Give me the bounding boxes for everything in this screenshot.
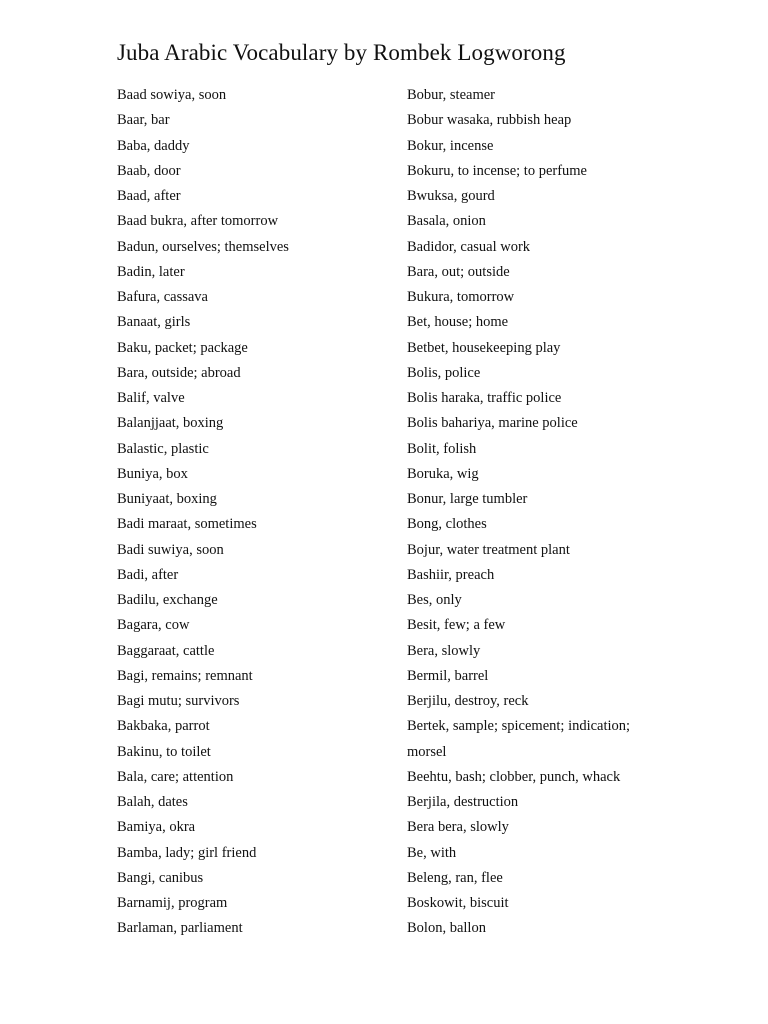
vocabulary-entry: Barnamij, program — [117, 895, 228, 911]
vocabulary-entry: Balif, valve — [117, 390, 185, 406]
vocabulary-entry: Bala, care; attention — [117, 768, 234, 785]
vocabulary-entry: Badi suwiya, soon — [117, 541, 224, 558]
vocabulary-entry: Badilu, exchange — [117, 592, 218, 608]
vocabulary-entry: Bermil, barrel — [407, 667, 489, 684]
vocabulary-entry: Bonur, large tumbler — [407, 491, 528, 507]
vocabulary-entry: Betbet, housekeeping play — [407, 339, 561, 356]
vocabulary-entry: Bokuru, to incense; to perfume — [407, 162, 587, 179]
vocabulary-entry: Baad, after — [117, 188, 181, 204]
vocabulary-entry: Bashiir, preach — [407, 566, 495, 583]
page-title: Juba Arabic Vocabulary by Rombek Logworong — [117, 40, 566, 65]
vocabulary-entry: Berjila, destruction — [407, 794, 519, 810]
vocabulary-entry: Bwuksa, gourd — [407, 188, 495, 204]
vocabulary-entry: Bamiya, okra — [117, 819, 196, 836]
vocabulary-entry: Baad bukra, after tomorrow — [117, 213, 279, 230]
vocabulary-entry: Baad sowiya, soon — [117, 87, 227, 103]
vocabulary-entry: Baab, door — [117, 162, 181, 179]
vocabulary-entry: Buniya, box — [117, 465, 188, 482]
vocabulary-entry: Baar, bar — [117, 112, 170, 129]
vocabulary-entry: Bagi mutu; survivors — [117, 693, 240, 709]
vocabulary-entry: Berjilu, destroy, reck — [407, 693, 529, 709]
vocabulary-entry: Bara, out; outside — [407, 263, 510, 280]
vocabulary-entry: Besit, few; a few — [407, 617, 506, 634]
vocabulary-entry: Bolit, folish — [407, 440, 477, 457]
vocabulary-entry: Beleng, ran, flee — [407, 869, 503, 886]
vocabulary-entry: Beehtu, bash; clobber, punch, whack — [407, 768, 621, 785]
vocabulary-entry: Barlaman, parliament — [117, 920, 243, 937]
vocabulary-entry: Bamba, lady; girl friend — [117, 844, 257, 861]
vocabulary-entry: Be, with — [407, 844, 457, 861]
vocabulary-entry: Bolis, police — [407, 364, 481, 381]
vocabulary-entry: Badi maraat, sometimes — [117, 516, 257, 533]
vocabulary-entry: Bakbaka, parrot — [117, 718, 210, 735]
vocabulary-entry: Bolis haraka, traffic police — [407, 390, 562, 406]
vocabulary-entry: Balastic, plastic — [117, 440, 209, 457]
vocabulary-entry: Badin, later — [117, 263, 185, 280]
vocabulary-entry: Bakinu, to toilet — [117, 743, 211, 760]
vocabulary-entry: Balanjjaat, boxing — [117, 415, 224, 432]
vocabulary-entry: Badi, after — [117, 566, 179, 583]
vocabulary-entry: Baba, daddy — [117, 137, 190, 154]
vocabulary-entry: Bojur, water treatment plant — [407, 541, 570, 558]
vocabulary-entry: Banaat, girls — [117, 314, 191, 331]
vocabulary-entry: Baku, packet; package — [117, 339, 248, 356]
vocabulary-entry: Boskowit, biscuit — [407, 895, 509, 911]
vocabulary-entry: Bertek, sample; spicement; indication; — [407, 718, 631, 735]
vocabulary-entry: Bolis bahariya, marine police — [407, 415, 578, 432]
vocabulary-entry: Basala, onion — [407, 213, 486, 230]
vocabulary-entry: Bafura, cassava — [117, 289, 208, 305]
vocabulary-entry: Bobur, steamer — [407, 87, 496, 103]
vocabulary-entry: Bokur, incense — [407, 137, 494, 154]
vocabulary-entry: Bukura, tomorrow — [407, 289, 515, 305]
vocabulary-entry: Bobur wasaka, rubbish heap — [407, 112, 572, 129]
vocabulary-entry: Bet, house; home — [407, 314, 509, 331]
vocabulary-entry: morsel — [407, 743, 447, 760]
vocabulary-entry: Bara, outside; abroad — [117, 364, 241, 381]
vocabulary-entry: Bagi, remains; remnant — [117, 667, 253, 684]
vocabulary-entry: Bera, slowly — [407, 642, 481, 659]
vocabulary-column-left — [117, 83, 387, 942]
vocabulary-entry: Bera bera, slowly — [407, 819, 509, 836]
vocabulary-entry: Bangi, canibus — [117, 869, 204, 886]
vocabulary-entry: Boruka, wig — [407, 465, 479, 482]
vocabulary-entry: Baggaraat, cattle — [117, 642, 215, 659]
vocabulary-entry: Badidor, casual work — [407, 238, 531, 255]
vocabulary-entry: Bolon, ballon — [407, 920, 486, 937]
vocabulary-entry: Badun, ourselves; themselves — [117, 238, 289, 255]
vocabulary-entry: Balah, dates — [117, 794, 188, 810]
vocabulary-entry: Bong, clothes — [407, 516, 487, 533]
vocabulary-entry: Bagara, cow — [117, 617, 190, 634]
vocabulary-entry: Bes, only — [407, 592, 462, 608]
vocabulary-entry: Buniyaat, boxing — [117, 491, 217, 507]
vocabulary-column-right — [407, 83, 677, 942]
